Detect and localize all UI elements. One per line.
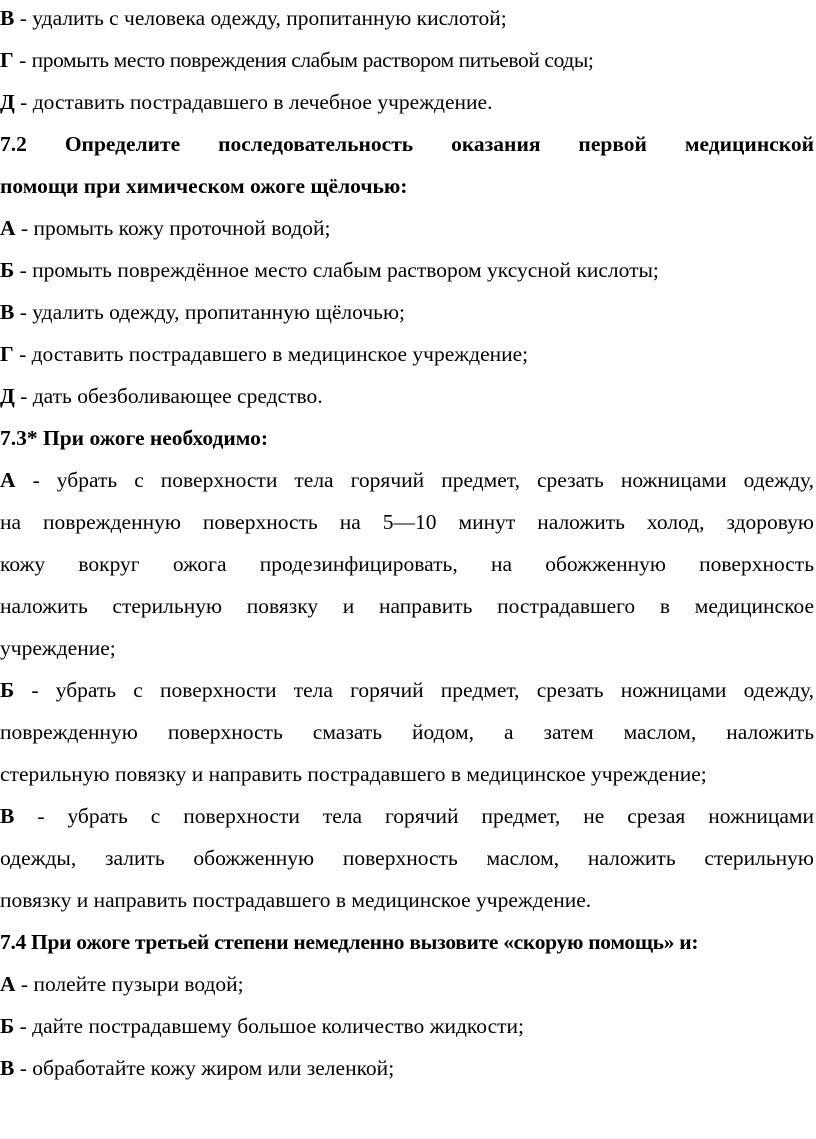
question-7-4-title: 7.4 При ожоге третьей степени немедленно вызовите «скорую помощь» и: — [0, 930, 699, 954]
option-letter: Д — [0, 90, 15, 114]
answer-option — [0, 375, 814, 417]
option-dash: - — [14, 678, 56, 702]
option-text: убрать с поверхности тела горячий предмет, срезать ножницами одежду, — [56, 468, 814, 492]
answer-option-a-line — [0, 459, 814, 501]
option-dash: - — [13, 342, 32, 366]
question-7-2-title-line2: помощи при химическом ожоге щёлочью: — [0, 174, 408, 198]
option-dash: - — [14, 804, 68, 828]
option-text: обработайте кожу жиром или зеленкой; — [32, 1056, 395, 1080]
option-letter: А — [0, 972, 16, 996]
option-dash: - — [14, 1014, 33, 1038]
option-dash: - — [14, 384, 33, 408]
option-dash: - — [14, 90, 33, 114]
answer-option-b-line: поврежденную поверхность смазать йодом, а затем маслом, наложить — [0, 720, 814, 744]
option-text: доставить пострадавшего в лечебное учреждение. — [32, 90, 493, 114]
answer-option — [0, 291, 814, 333]
option-dash: - — [14, 258, 33, 282]
option-dash: - — [14, 6, 33, 30]
option-text: дайте пострадавшему большое количество жидкости; — [32, 1014, 524, 1038]
option-text: убрать с поверхности тела горячий предмет, срезать ножницами одежду, — [55, 678, 814, 702]
option-letter: Б — [0, 1014, 15, 1038]
answer-option-a-line: на поврежденную поверхность на 5—10 минут наложить холод, здоровую — [0, 510, 814, 534]
answer-option-b-line — [0, 669, 814, 711]
option-text: промыть повреждённое место слабым раствором уксусной кислоты; — [32, 258, 659, 282]
option-letter: А — [0, 216, 16, 240]
option-letter: А — [0, 468, 16, 492]
option-dash: - — [13, 48, 32, 72]
answer-option-a-line: кожу вокруг ожога продезинфицировать, на обожженную поверхность — [0, 552, 814, 576]
option-dash: - — [15, 216, 34, 240]
answer-option — [0, 39, 814, 81]
answer-option-b-line: стерильную повязку и направить пострадавшего в медицинское учреждение; — [0, 762, 707, 786]
answer-option — [0, 81, 814, 123]
option-letter: В — [0, 6, 15, 30]
option-text: убрать с поверхности тела горячий предмет, не срезая ножницами — [67, 804, 814, 828]
option-letter: Г — [0, 48, 14, 72]
answer-option — [0, 207, 814, 249]
option-text: удалить с человека одежду, пропитанную кислотой; — [32, 6, 507, 30]
option-letter: Д — [0, 384, 15, 408]
option-dash: - — [15, 972, 34, 996]
question-7-3-title: 7.3* При ожоге необходимо: — [0, 426, 269, 450]
option-letter: В — [0, 804, 15, 828]
option-dash: - — [15, 468, 57, 492]
answer-option — [0, 1047, 814, 1089]
option-dash: - — [14, 1056, 33, 1080]
option-text: промыть кожу проточной водой; — [33, 216, 331, 240]
option-text: доставить пострадавшего в медицинское учреждение; — [31, 342, 529, 366]
option-letter: Б — [0, 258, 15, 282]
answer-option — [0, 0, 814, 39]
option-text: полейте пузыри водой; — [33, 972, 244, 996]
option-letter: Б — [0, 678, 15, 702]
answer-option — [0, 333, 814, 375]
option-text: промыть место повреждения слабым раствором питьевой соды; — [31, 48, 594, 72]
answer-option-c-line: повязку и направить пострадавшего в медицинское учреждение. — [0, 888, 592, 912]
answer-option-a-line: наложить стерильную повязку и направить пострадавшего в медицинское — [0, 594, 814, 618]
option-text: дать обезболивающее средство. — [32, 384, 323, 408]
answer-option — [0, 963, 814, 1005]
question-7-2-title-line1: 7.2 Определите последовательность оказания первой медицинской — [0, 132, 814, 156]
answer-option-c-line — [0, 795, 814, 837]
option-dash: - — [14, 300, 33, 324]
answer-option — [0, 249, 814, 291]
answer-option-a-line: учреждение; — [0, 636, 116, 660]
option-letter: В — [0, 1056, 15, 1080]
answer-option-c-line: одежды, залить обожженную поверхность маслом, наложить стерильную — [0, 846, 814, 870]
option-letter: В — [0, 300, 15, 324]
option-letter: Г — [0, 342, 14, 366]
answer-option — [0, 1005, 814, 1047]
option-text: удалить одежду, пропитанную щёлочью; — [32, 300, 405, 324]
